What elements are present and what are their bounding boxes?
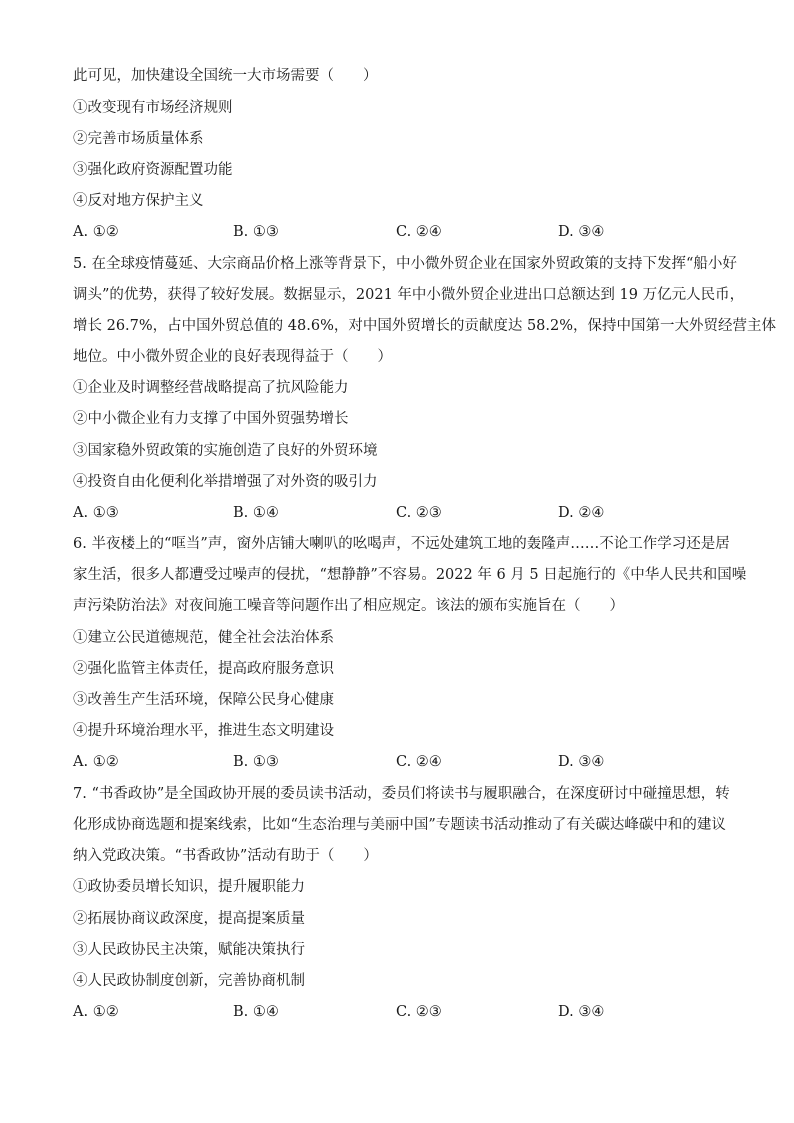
q6-item-2: ②强化监管主体责任，提高政府服务意识 — [73, 661, 334, 677]
q6-stem-line-2: 家生活，很多人都遭受过噪声的侵扰，“想静静”不容易。2022 年 6 月 5 日起施行的《中华人民共和国噪 — [73, 567, 747, 583]
q5-option-b: B. ①④ — [233, 505, 279, 521]
q7-item-2: ②拓展协商议政深度，提高提案质量 — [73, 911, 305, 927]
q4-option-a: A. ①② — [73, 224, 119, 240]
q6-item-4: ④提升环境治理水平，推进生态文明建设 — [73, 723, 334, 739]
q5-item-4: ④投资自由化便利化举措增强了对外资的吸引力 — [73, 474, 378, 490]
q5-item-1: ①企业及时调整经营战略提高了抗风险能力 — [73, 380, 349, 396]
q6-stem-line-1: 6. 半夜楼上的“哐当”声，窗外店铺大喇叭的吆喝声，不远处建筑工地的轰隆声……不论工作学习还是居 — [73, 536, 730, 552]
q5-stem-line-3: 增长 26.7%，占中国外贸总值的 48.6%，对中国外贸增长的贡献度达 58.2%，保持中国第一大外贸经营主体 — [73, 318, 777, 334]
q5-options — [73, 503, 733, 523]
q6-stem-line-3: 声污染防治法》对夜间施工噪音等问题作出了相应规定。该法的颁布实施旨在（ ） — [73, 598, 624, 614]
q7-item-3: ③人民政协民主决策，赋能决策执行 — [73, 942, 305, 958]
q4-item-1: ①改变现有市场经济规则 — [73, 100, 233, 116]
q6-item-1: ①建立公民道德规范，健全社会法治体系 — [73, 630, 334, 646]
q4-stem: 此可见，加快建设全国统一大市场需要（ ） — [73, 68, 378, 84]
q5-option-d: D. ②④ — [558, 505, 605, 521]
q5-stem-line-4: 地位。中小微外贸企业的良好表现得益于（ ） — [73, 349, 392, 365]
q7-option-c: C. ②③ — [396, 1004, 442, 1020]
q4-item-2: ②完善市场质量体系 — [73, 131, 204, 147]
q6-option-c: C. ②④ — [396, 754, 442, 770]
q7-option-d: D. ③④ — [558, 1004, 605, 1020]
q6-option-b: B. ①③ — [233, 754, 279, 770]
q6-options — [73, 752, 733, 772]
q7-item-1: ①政协委员增长知识，提升履职能力 — [73, 879, 305, 895]
q4-option-c: C. ②④ — [396, 224, 442, 240]
q7-stem-line-3: 纳入党政决策。“书香政协”活动有助于（ ） — [73, 848, 378, 864]
q4-options — [73, 222, 733, 242]
q7-stem-line-2: 化形成协商选题和提案线索，比如“生态治理与美丽中国”专题读书活动推动了有关碳达峰碳中和的建议 — [73, 817, 726, 833]
q5-option-c: C. ②③ — [396, 505, 442, 521]
q4-option-b: B. ①③ — [233, 224, 279, 240]
q6-item-3: ③改善生产生活环境，保障公民身心健康 — [73, 692, 334, 708]
q4-item-4: ④反对地方保护主义 — [73, 193, 204, 209]
q7-options — [73, 1002, 733, 1022]
q7-option-a: A. ①② — [73, 1004, 119, 1020]
q5-option-a: A. ①③ — [73, 505, 119, 521]
q4-option-d: D. ③④ — [558, 224, 605, 240]
q7-stem-line-1: 7. “书香政协”是全国政协开展的委员读书活动，委员们将读书与履职融合，在深度研讨中碰撞思想，转 — [73, 786, 730, 802]
q5-stem-line-2: 调头”的优势，获得了较好发展。数据显示，2021 年中小微外贸企业进出口总额达到 19 万亿元人民币， — [73, 287, 745, 303]
q7-option-b: B. ①④ — [233, 1004, 279, 1020]
q7-item-4: ④人民政协制度创新，完善协商机制 — [73, 973, 305, 989]
q6-option-a: A. ①② — [73, 754, 119, 770]
q4-item-3: ③强化政府资源配置功能 — [73, 162, 233, 178]
q5-item-3: ③国家稳外贸政策的实施创造了良好的外贸环境 — [73, 443, 378, 459]
q5-item-2: ②中小微企业有力支撑了中国外贸强势增长 — [73, 411, 349, 427]
q5-stem-line-1: 5. 在全球疫情蔓延、大宗商品价格上涨等背景下，中小微外贸企业在国家外贸政策的支持下发挥“船小好 — [73, 256, 737, 272]
q6-option-d: D. ③④ — [558, 754, 605, 770]
